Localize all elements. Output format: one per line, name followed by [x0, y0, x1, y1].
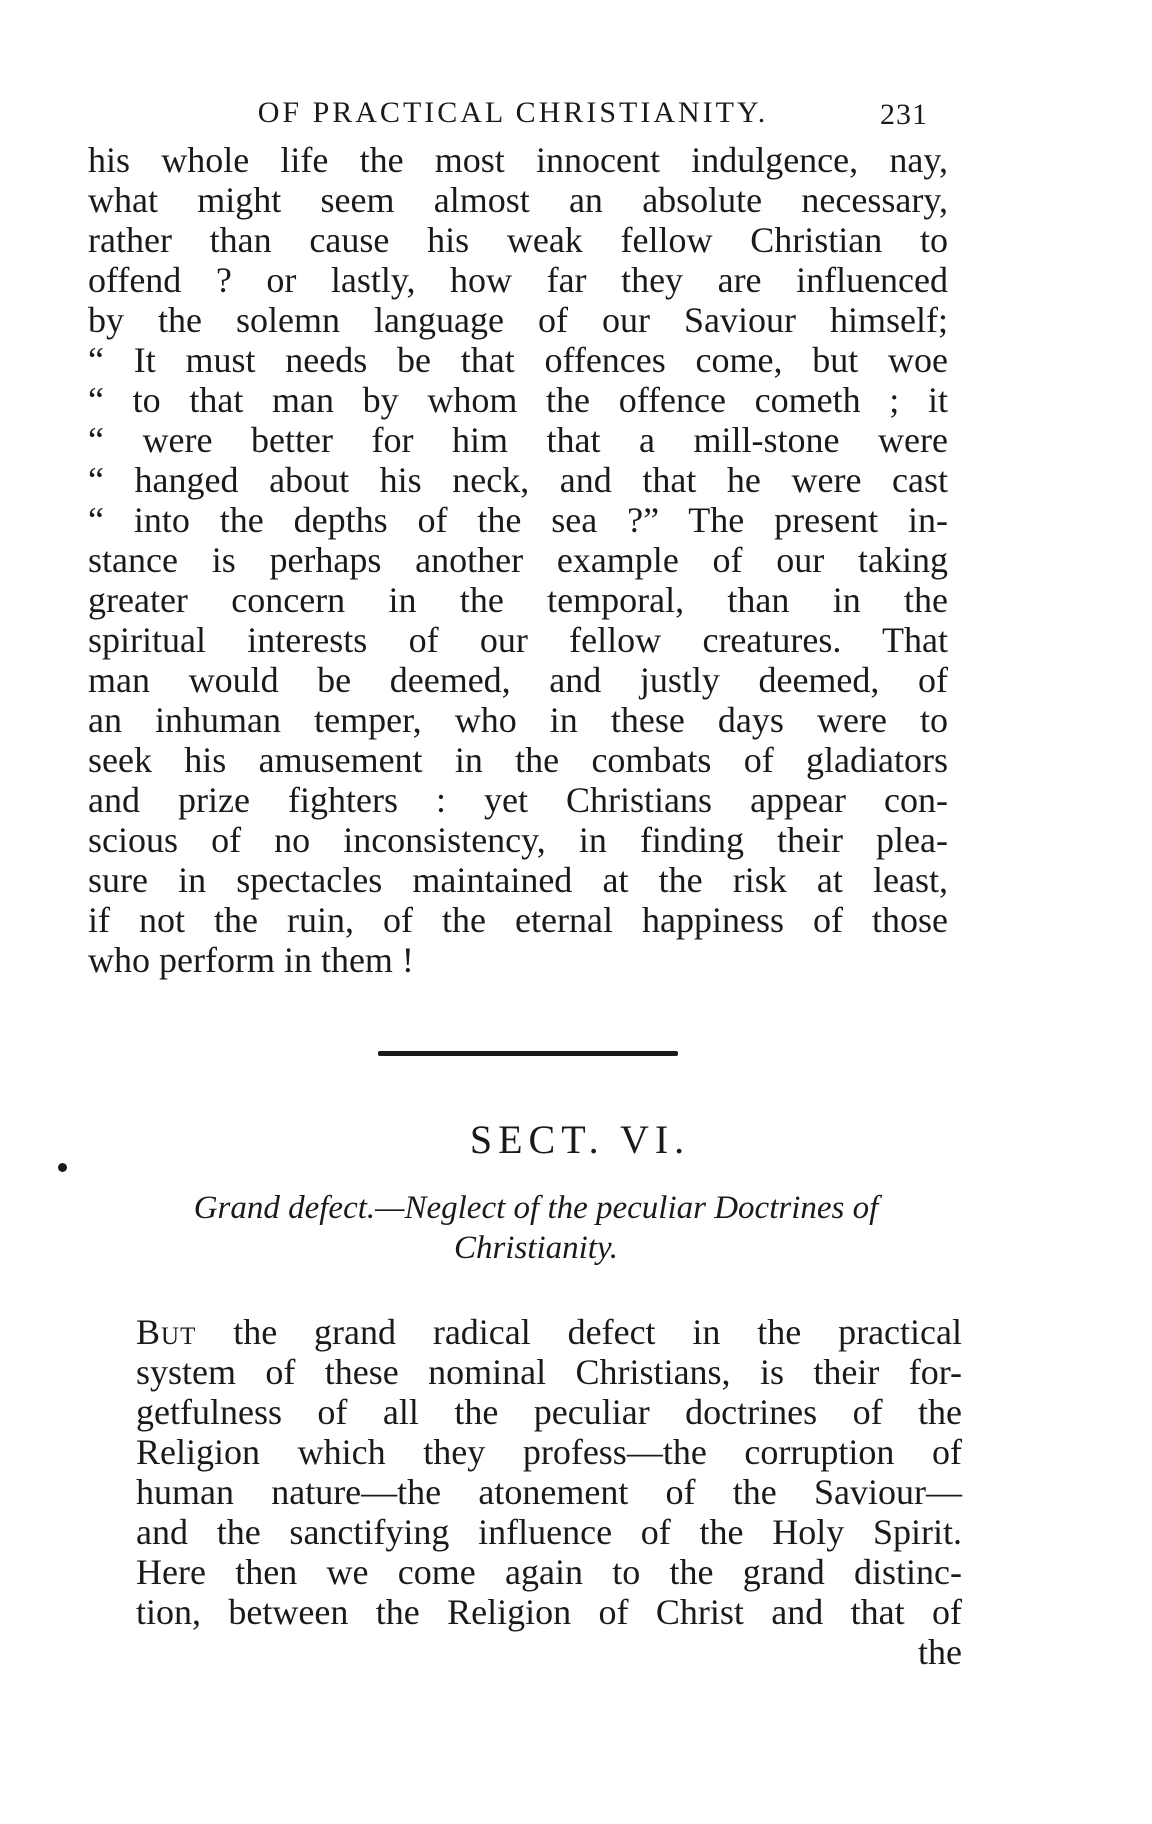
- section-divider-rule: [378, 1051, 678, 1056]
- text-line: sure in spectacles maintained at the risk at least,: [88, 860, 948, 900]
- text-line: an inhuman temper, who in these days were to: [88, 700, 948, 740]
- text-line: Here then we come again to the grand distinc-: [136, 1552, 962, 1592]
- page-number: 231: [880, 98, 928, 131]
- text-line: by the solemn language of our Saviour himself;: [88, 300, 948, 340]
- text-line: tion, between the Religion of Christ and that of: [136, 1592, 962, 1632]
- paragraph-1: [88, 140, 948, 980]
- subtitle-line: Christianity.: [453, 1230, 619, 1266]
- text-line: seek his amusement in the combats of gladiators: [88, 740, 948, 780]
- text-line: Religion which they profess—the corruption of: [136, 1432, 962, 1472]
- section-subtitle: [96, 1188, 976, 1268]
- text-line: who perform in them !: [88, 940, 414, 980]
- drop-word: But: [136, 1312, 197, 1352]
- text-line: what might seem almost an absolute necessary,: [88, 180, 948, 220]
- text-line: system of these nominal Christians, is their for-: [136, 1352, 962, 1392]
- catchword: the: [918, 1632, 962, 1672]
- text-line: “ hanged about his neck, and that he were cast: [88, 460, 948, 500]
- running-head: OF PRACTICAL CHRISTIANITY.: [257, 96, 769, 129]
- text-line: rather than cause his weak fellow Christian to: [88, 220, 948, 260]
- text-line: scious of no inconsistency, in finding their plea-: [88, 820, 948, 860]
- text-line: getfulness of all the peculiar doctrines of the: [136, 1392, 962, 1432]
- text-line: man would be deemed, and justly deemed, of: [88, 660, 948, 700]
- text-line: and the sanctifying influence of the Holy Spirit.: [136, 1512, 962, 1552]
- text-line: if not the ruin, of the eternal happiness of those: [88, 900, 948, 940]
- text-line: offend ? or lastly, how far they are influenced: [88, 260, 948, 300]
- subtitle-line: Grand defect.—Neglect of the peculiar Doctrines of: [193, 1190, 879, 1226]
- text-line: spiritual interests of our fellow creatures. That: [88, 620, 948, 660]
- text-line: and prize fighters : yet Christians appear con-: [88, 780, 948, 820]
- text-line: human nature—the atonement of the Saviour—: [136, 1472, 962, 1512]
- text-line: greater concern in the temporal, than in the: [88, 580, 948, 620]
- text-line: [136, 1312, 962, 1352]
- paragraph-3: [136, 1552, 962, 1672]
- text-line: his whole life the most innocent indulgence, nay,: [88, 140, 948, 180]
- section-heading: SECT. VI.: [469, 1117, 691, 1162]
- text-line-rest: the grand radical defect in the practical: [196, 1312, 962, 1352]
- text-line: “ were better for him that a mill-stone were: [88, 420, 948, 460]
- paragraph-2: [136, 1312, 962, 1552]
- text-line: stance is perhaps another example of our taking: [88, 540, 948, 580]
- text-line: “ It must needs be that offences come, but woe: [88, 340, 948, 380]
- text-line: “ to that man by whom the offence cometh ; it: [88, 380, 948, 420]
- text-line: “ into the depths of the sea ?” The present in-: [88, 500, 948, 540]
- ink-dot-mark: [58, 1163, 67, 1172]
